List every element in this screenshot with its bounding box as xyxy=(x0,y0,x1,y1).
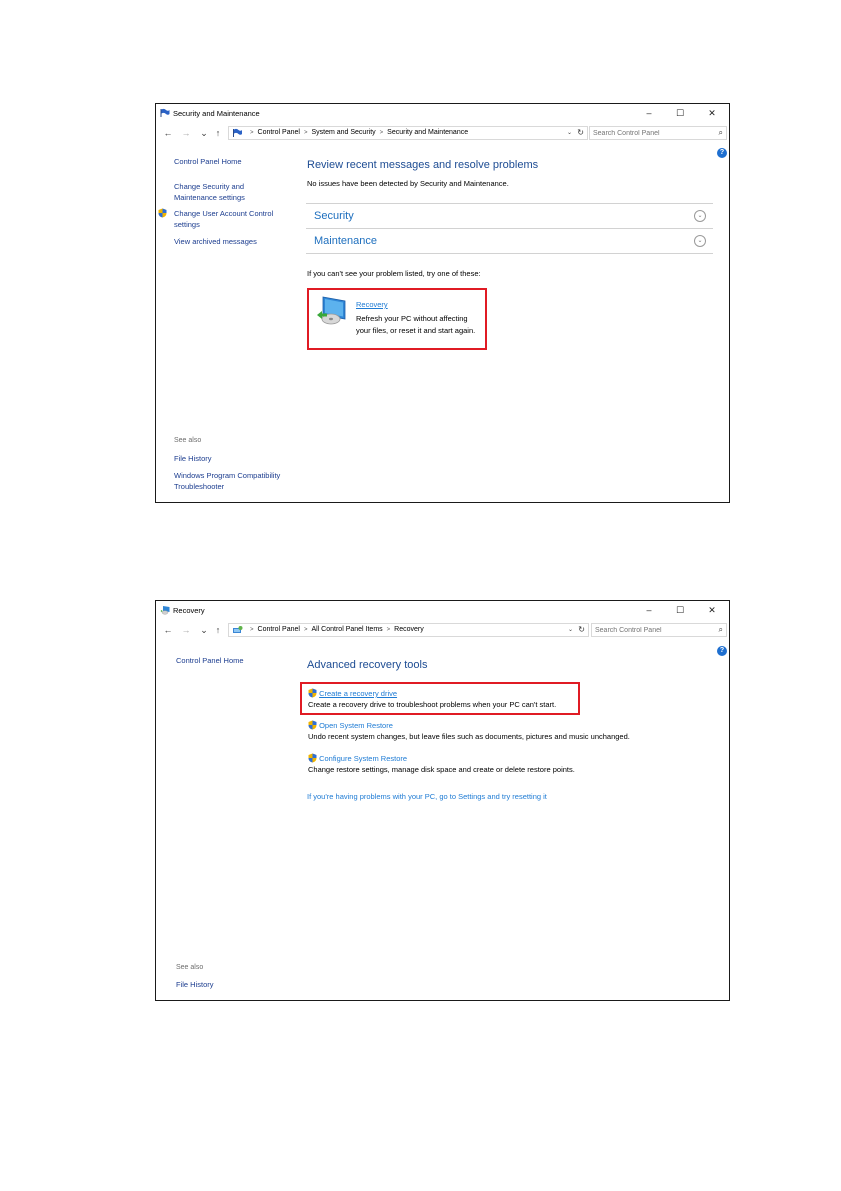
close-button[interactable]: ✕ xyxy=(708,108,716,118)
search-icon[interactable]: ⌕ xyxy=(718,625,723,634)
window-title: Recovery xyxy=(173,606,205,615)
recent-locations-button[interactable]: ⌄ xyxy=(200,625,208,635)
security-flag-icon xyxy=(160,108,170,118)
chevron-right-icon[interactable]: > xyxy=(386,627,391,633)
open-system-restore-link[interactable]: Open System Restore xyxy=(319,721,393,730)
page-title: Review recent messages and resolve problems xyxy=(307,159,539,171)
create-recovery-drive-item xyxy=(308,688,556,710)
forward-button[interactable]: → xyxy=(181,128,191,138)
up-button[interactable]: ↑ xyxy=(215,128,221,138)
chevron-right-icon: > xyxy=(250,627,254,633)
shield-icon xyxy=(308,720,317,730)
help-icon[interactable]: ? xyxy=(717,148,727,158)
recovery-link-label[interactable]: Recovery xyxy=(356,300,388,309)
chevron-right-icon[interactable]: > xyxy=(303,627,308,633)
see-also-label: See also xyxy=(176,964,204,971)
chevron-down-icon[interactable]: ⌄ xyxy=(567,627,573,633)
change-security-settings-link[interactable]: Change Security and Maintenance settings xyxy=(174,182,245,202)
page-title: Advanced recovery tools xyxy=(307,659,428,671)
chevron-down-icon[interactable]: ⌄ xyxy=(566,130,572,136)
see-also-label: See also xyxy=(174,437,202,444)
search-input[interactable] xyxy=(592,624,700,636)
create-recovery-drive-link[interactable]: Create a recovery drive xyxy=(319,689,398,698)
reset-pc-link[interactable]: If you're having problems with your PC, go to Settings and try resetting it xyxy=(307,792,547,801)
maximize-button[interactable]: ☐ xyxy=(675,108,685,118)
search-box[interactable] xyxy=(591,623,727,637)
divider xyxy=(306,253,713,254)
search-input[interactable] xyxy=(590,127,698,139)
control-panel-home-link[interactable]: Control Panel Home xyxy=(174,157,242,166)
close-button[interactable]: ✕ xyxy=(708,605,716,615)
address-bar[interactable] xyxy=(228,126,588,140)
breadcrumb-control-panel[interactable]: Control Panel xyxy=(257,129,300,136)
recovery-icon xyxy=(315,295,349,327)
breadcrumb-recovery[interactable]: Recovery xyxy=(394,626,424,633)
status-text: No issues have been detected by Security and Maintenance. xyxy=(307,179,509,188)
help-icon[interactable]: ? xyxy=(717,646,727,656)
shield-icon xyxy=(308,753,317,763)
open-system-restore-description: Undo recent system changes, but leave files such as documents, pictures and music unchanged. xyxy=(308,732,630,741)
address-bar[interactable] xyxy=(228,623,589,637)
recovery-icon xyxy=(160,605,170,615)
chevron-right-icon[interactable]: > xyxy=(303,130,308,136)
recovery-link[interactable] xyxy=(356,300,388,309)
title-bar[interactable] xyxy=(156,601,729,619)
shield-icon xyxy=(158,208,167,218)
forward-button[interactable]: → xyxy=(181,625,191,635)
try-these-text: If you can't see your problem listed, try one of these: xyxy=(307,269,481,278)
chevron-down-icon[interactable]: ⌄ xyxy=(694,210,706,222)
security-section-label: Security xyxy=(314,210,354,222)
breadcrumb-system-security[interactable]: System and Security xyxy=(311,129,376,136)
refresh-icon[interactable]: ↻ xyxy=(578,625,585,634)
security-flag-icon xyxy=(232,128,243,138)
compatibility-troubleshooter-link[interactable]: Windows Program Compatibility Troubleshooter xyxy=(174,471,281,491)
change-uac-settings-link[interactable]: Change User Account Control settings xyxy=(174,209,274,229)
breadcrumb-control-panel[interactable]: Control Panel xyxy=(257,626,300,633)
maximize-button[interactable]: ☐ xyxy=(675,605,685,615)
view-archived-messages-link[interactable]: View archived messages xyxy=(174,237,257,246)
control-panel-home-link[interactable]: Control Panel Home xyxy=(176,656,244,665)
control-panel-icon xyxy=(232,625,243,635)
open-system-restore-item xyxy=(308,720,630,742)
shield-icon xyxy=(308,688,317,698)
minimize-button[interactable]: – xyxy=(646,605,652,615)
create-recovery-drive-description: Create a recovery drive to troubleshoot problems when your PC can't start. xyxy=(308,700,557,709)
security-section[interactable] xyxy=(306,203,713,228)
recovery-window xyxy=(155,600,730,1001)
search-box[interactable] xyxy=(589,126,727,140)
minimize-button[interactable]: – xyxy=(646,108,652,118)
recent-locations-button[interactable]: ⌄ xyxy=(200,128,208,138)
configure-system-restore-item xyxy=(308,753,575,775)
recovery-description-1: Refresh your PC without affecting xyxy=(356,314,468,323)
navigation-bar xyxy=(156,125,729,141)
window-title: Security and Maintenance xyxy=(173,109,260,118)
breadcrumb-all-items[interactable]: All Control Panel Items xyxy=(311,626,383,633)
configure-system-restore-link[interactable]: Configure System Restore xyxy=(319,754,408,763)
maintenance-section-label: Maintenance xyxy=(314,235,377,247)
configure-system-restore-description: Change restore settings, manage disk space and create or delete restore points. xyxy=(308,765,575,774)
maintenance-section[interactable] xyxy=(306,228,713,253)
breadcrumb xyxy=(246,624,424,636)
file-history-link[interactable]: File History xyxy=(176,980,214,989)
navigation-bar xyxy=(156,622,729,638)
up-button[interactable]: ↑ xyxy=(215,625,221,635)
title-bar[interactable] xyxy=(156,104,729,122)
refresh-icon[interactable]: ↻ xyxy=(577,128,584,137)
breadcrumb-security-maintenance[interactable]: Security and Maintenance xyxy=(387,129,469,136)
back-button[interactable]: ← xyxy=(163,625,173,635)
back-button[interactable]: ← xyxy=(163,128,173,138)
chevron-right-icon: > xyxy=(250,130,254,136)
breadcrumb xyxy=(246,127,468,139)
security-maintenance-window xyxy=(155,103,730,503)
chevron-right-icon[interactable]: > xyxy=(379,130,384,136)
search-icon[interactable]: ⌕ xyxy=(718,128,723,137)
chevron-down-icon[interactable]: ⌄ xyxy=(694,235,706,247)
recovery-description-2: your files, or reset it and start again. xyxy=(356,326,476,335)
file-history-link[interactable]: File History xyxy=(174,454,212,463)
